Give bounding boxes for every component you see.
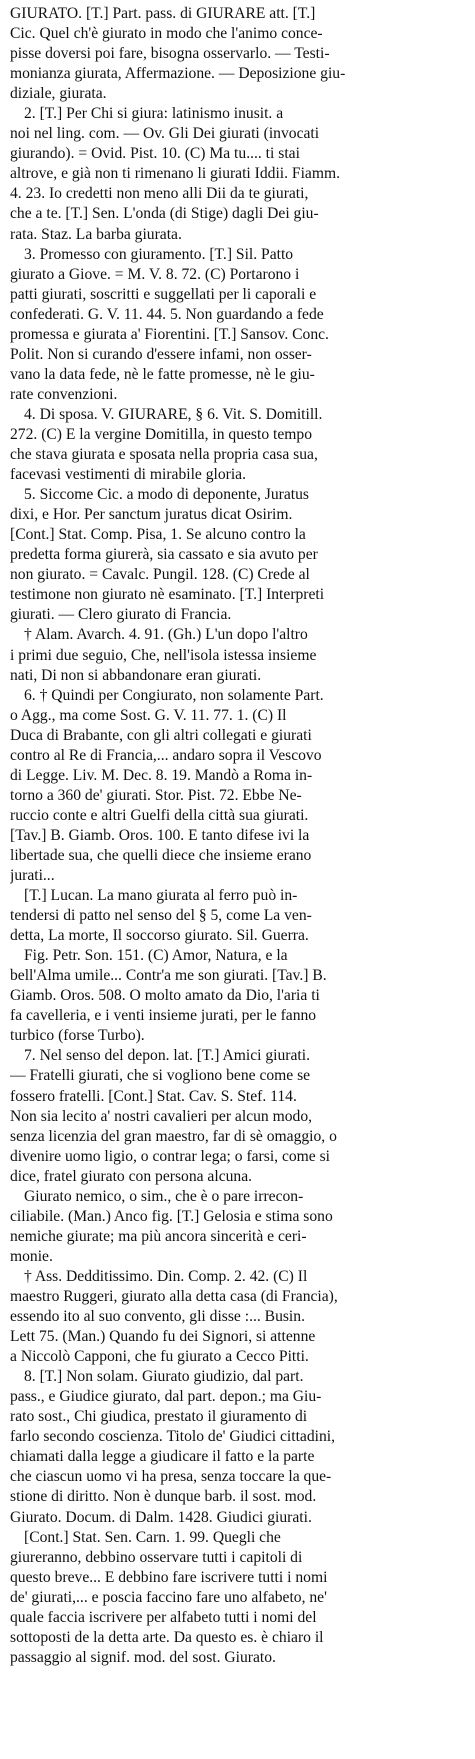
text-line: quale faccia iscrivere per alfabeto tutti i nomi del [10,1608,317,1626]
text-line: Giurato. Docum. di Dalm. 1428. Giudici giurati. [10,1508,312,1526]
text-line: vano la data fede, nè le fatte promesse, nè le giu- [10,365,315,383]
text-line: predetta forma giurerà, sia cassato e sia avuto per [10,546,318,564]
text-line: giureranno, debbino osservare tutti i capitoli di [10,1548,303,1566]
text-line: promessa e giurata a' Fiorentini. [T.] Sansov. Conc. [10,325,329,343]
text-line: monianza giurata, Affermazione. — Deposizione giu- [10,65,346,83]
text-line: sottoposti de la detta arte. Da questo es. è chiaro il [10,1628,324,1646]
text-line: senza licenzia del gran maestro, far di sè omaggio, o [10,1127,337,1145]
text-line: che stava giurata e sposata nella propria casa sua, [10,446,318,464]
text-line: essendo ito al suo convento, gli disse :... Busin. [10,1308,305,1326]
text-line: i primi due seguio, Che, nell'isola istessa insieme [10,646,317,664]
text-line: detta, La morte, Il soccorso giurato. Sil. Guerra. [10,927,309,945]
text-line: rata. Staz. La barba giurata. [10,225,182,243]
text-line: giurando). = Ovid. Pist. 10. (C) Ma tu.... ti stai [10,145,300,163]
text-line: [Cont.] Stat. Sen. Carn. 1. 99. Quegli che [24,1528,281,1546]
text-line: contro al Re di Francia,... andaro sopra il Vescovo [10,746,322,764]
text-line: facevasi vestimenti di mirabile gloria. [10,466,246,484]
text-line: nemiche giurate; ma più ancora sincerità e ceri- [10,1227,307,1245]
text-line: 3. Promesso con giuramento. [T.] Sil. Patto [24,245,294,263]
text-line: diziale, giurata. [10,85,107,103]
text-line: rate convenzioni. [10,385,118,403]
text-line: stione di diritto. Non è dunque barb. il sost. mod. [10,1488,317,1506]
text-line: Polit. Non si curando d'essere infami, non osser- [10,345,312,363]
text-line: † Ass. Dedditissimo. Din. Comp. 2. 42. (C) Il [24,1267,308,1285]
text-line: [Tav.] B. Giamb. Oros. 100. E tanto difese ivi la [10,826,310,844]
text-line: 4. Di sposa. V. GIURARE, § 6. Vit. S. Domitill. [24,405,323,423]
text-line: Giurato nemico, o sim., che è o pare irrecon- [24,1187,304,1205]
text-line: 5. Siccome Cic. a modo di deponente, Juratus [24,486,309,504]
text-line: maestro Ruggeri, giurato alla detta casa (di Francia), [10,1288,338,1305]
text-line: 8. [T.] Non solam. Giurato giudizio, dal part. [24,1368,304,1386]
text-line: tendersi di patto nel senso del § 5, come La ven- [10,907,312,925]
text-line: di Legge. Liv. M. Dec. 8. 19. Mandò a Roma in- [10,766,313,784]
text-line: altrove, e già non ti rimenano li giurati Iddii. Fiamm. [10,165,340,183]
text-line: Cic. Quel ch'è giurato in modo che l'animo conce- [10,25,323,43]
text-line: turbico (forse Turbo). [10,1027,145,1045]
text-line: che a te. [T.] Sen. L'onda (di Stige) dagli Dei giu- [10,205,319,223]
text-line: noi nel ling. com. — Ov. Gli Dei giurati (invocati [10,125,320,143]
text-line: ciliabile. (Man.) Anco fig. [T.] Gelosia e stima sono [10,1207,333,1225]
text-line: ruccio conte e altri Guelfi della città sua giurati. [10,806,309,824]
text-line: pisse doversi poi fare, bisogna osservarlo. — Testi- [10,45,330,63]
text-line: Non sia lecito a' nostri cavalieri per alcun modo, [10,1107,313,1125]
text-line: dice, fratel giurato con persona alcuna. [10,1167,253,1185]
text-line: 2. [T.] Per Chi si giura: latinismo inusit. a [24,105,284,123]
text-line: bell'Alma umile... Contr'a me son giurati. [Tav.] B. [10,967,327,985]
text-line: pass., e Giudice giurato, dal part. depon.; ma Giu- [10,1388,322,1406]
text-line: che ciascun uomo vi ha presa, senza toccare la que- [10,1468,332,1486]
text-line: [Cont.] Stat. Comp. Pisa, 1. Se alcuno contro la [10,526,306,544]
text-line: farlo secondo coscienza. Titolo de' Giudici cittadini, [10,1428,336,1446]
text-line: confederati. G. V. 11. 44. 5. Non guardando a fede [10,305,324,323]
text-line: testimone non giurato nè esaminato. [T.] Interpreti [10,586,325,604]
text-line: chiamati dalla legge a giudicare il fatto e la parte [10,1448,315,1466]
text-line: dixi, e Hor. Per sanctum juratus dicat Osirim. [10,506,293,524]
text-line: rato sost., Chi giudica, prestato il giuramento di [10,1408,308,1426]
text-line: non giurato. = Cavalc. Pungil. 128. (C) Crede al [10,566,310,584]
text-line: de' giurati,... e poscia faccino fare uno alfabeto, ne' [10,1588,327,1606]
text-line: torno a 360 de' giurati. Stor. Pist. 72. Ebbe Ne- [10,786,302,804]
text-line: GIURATO. [T.] Part. pass. di GIURARE att. [T.] [10,5,316,22]
text-line: passaggio al signif. mod. del sost. Giurato. [10,1648,276,1666]
text-line: [T.] Lucan. La mano giurata al ferro può in- [24,887,298,905]
text-line: questo breve... E debbino fare iscrivere tutti i nomi [10,1568,328,1586]
text-line: monie. [10,1247,53,1265]
text-line: Fig. Petr. Son. 151. (C) Amor, Natura, e la [24,947,288,965]
text-line: † Alam. Avarch. 4. 91. (Gh.) L'un dopo l'altro [24,626,308,644]
text-line: 6. † Quindi per Congiurato, non solamente Part. [24,686,324,704]
text-line: patti giurati, soscritti e suggellati per li caporali e [10,285,317,303]
text-line: fa cavelleria, e i venti insieme jurati, per le fanno [10,1007,317,1025]
text-line: giurato a Giove. = M. V. 8. 72. (C) Portarono i [10,265,300,283]
text-line: 7. Nel senso del depon. lat. [T.] Amici giurati. [24,1047,310,1065]
text-line: nati, Di non si abbandonare eran giurati. [10,666,262,684]
text-line: 272. (C) E la vergine Domitilla, in questo tempo [10,425,313,443]
text-line: Lett 75. (Man.) Quando fu dei Signori, si attenne [10,1328,316,1346]
text-line: Giamb. Oros. 508. O molto amato da Dio, l'aria ti [10,987,320,1005]
text-line: jurati... [10,867,55,885]
text-line: giurati. — Clero giurato di Francia. [10,606,232,624]
text-line: o Agg., ma come Sost. G. V. 11. 77. 1. (C) Il [10,706,287,724]
text-line: Duca di Brabante, con gli altri collegati e giurati [10,726,312,744]
text-line: fossero fratelli. [Cont.] Stat. Cav. S. Stef. 114. [10,1087,297,1105]
text-line: a Niccolò Capponi, che fu giurato a Cecco Pitti. [10,1348,309,1366]
text-line: libertade sua, che quelli diece che insieme erano [10,846,312,864]
text-line: 4. 23. Io credetti non meno alli Dii da te giurati, [10,185,309,203]
text-line: divenire uomo ligio, o contrar lega; o farsi, come si [10,1147,331,1165]
text-line: — Fratelli giurati, che si vogliono bene come se [10,1067,311,1085]
